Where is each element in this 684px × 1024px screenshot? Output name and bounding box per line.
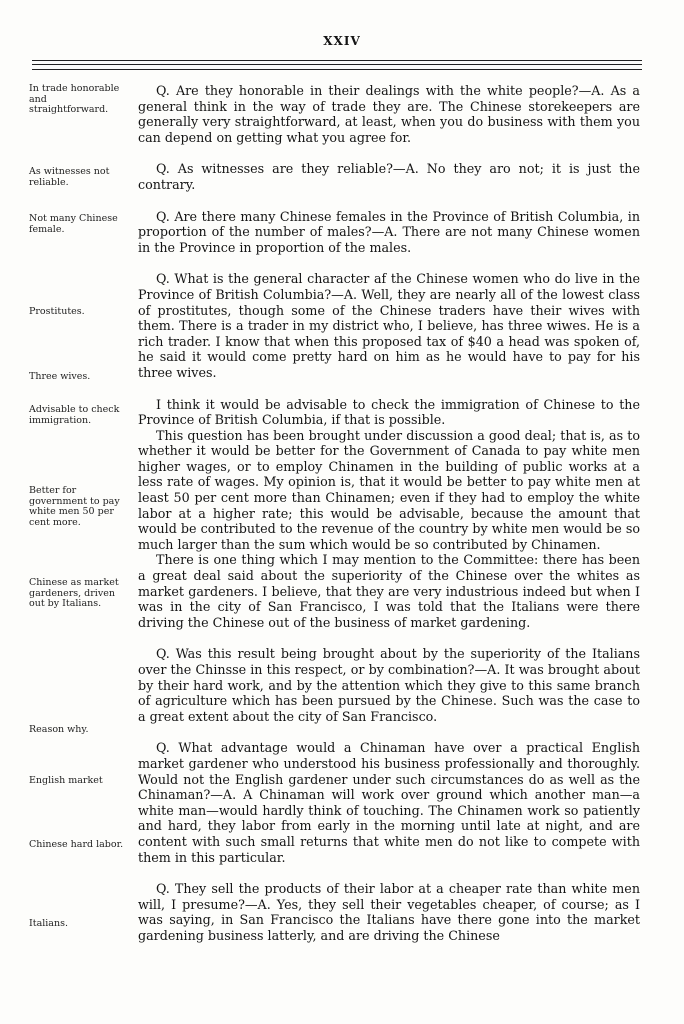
paragraph-market-gardeners: There is one thing which I may mention to the Committee: there has been a great deal said about the superiority of the Chinese over the whites as market gardeners. I believe, that they are very industrious indeed but when I was in the city of San Francisco, I was told that the Italians were there driving the Chinese out of the business of market gardening. [138,552,640,630]
paragraph-witnesses: Q. As witnesses are they reliable?—A. No they aro not; it is just the contrary. [138,161,640,192]
paragraph-honorable-dealings: Q. Are they honorable in their dealings with the white people?—A. As a general think in the way of trade they are. The Chinese storekeepers are generally very straightforward, at least, when you do business with them you can depend on getting what you agree for. [138,83,640,145]
paragraph-advantage-chinaman: Q. What advantage would a Chinaman have over a practical English market gardener who understood his business professionally and thoroughly. Would not the English gardener under such circumstances do as well as the Chinaman?—A. A Chinaman will work over ground which another man—a white man—would hardly think of touching. The Chinamen work so patiently and hard, they labor from early in the morning until late at night, and are content with such small returns that white men do not like to compete with them in this particular. [138,740,640,865]
header-rule-middle [32,64,642,65]
header-rule-top [32,60,642,61]
margin-note-government-pay: Better for government to pay white men 50 per cent more. [29,485,120,528]
margin-note-trade: In trade honorable and straightforward. [29,83,120,115]
paragraph-females: Q. Are there many Chinese females in the Province of British Columbia, in proportion of the number of males?—A. There are not many Chinese women in the Province in proportion of the males. [138,208,640,255]
margin-note-three-wives: Three wives. [29,371,91,382]
header-rule-bottom [32,69,642,70]
paragraph-check-immigration: I think it would be advisable to check the immigration of Chinese to the Province of British Columbia, if that is possible. [138,396,640,428]
margin-note-italians: Italians. [29,918,68,929]
margin-note-females: Not many Chinese female. [29,213,118,235]
margin-note-market-gardeners: Chinese as market gardeners, driven out by Italians. [29,577,119,609]
margin-note-witnesses: As witnesses not reliable. [29,166,110,188]
paragraph-wages-question: This question has been brought under discussion a good deal; that is, as to whether it would be better for the Government of Canada to pay white men higher wages, or to employ Chinamen in the building of public works at a less rate of wages. My opinion is, that it would be better to pay white men at least 50 per cent more than Chinamen; even if they had to employ the white labor at a higher rate; this would be advisable, because the amount that would be contributed to the revenue of the country by white men would be so much larger than the sum which would be so contributed by Chinamen. [138,427,640,552]
paragraph-cheaper-rate: Q. They sell the products of their labor at a cheaper rate than white men will, I presume?—A. Yes, they sell their vegetables cheaper, of course; as I was saying, in San Francisco the Italians have there gone into the market gardening business latterly, and are driving the Chinese [138,881,640,943]
margin-note-prostitutes: Prostitutes. [29,306,85,317]
paragraph-italians-superiority: Q. Was this result being brought about by the superiority of the Italians over the Chinsse in this respect, or by combination?—A. It was brought about by their hard work, and by the attention which they give to this same branch of agriculture which has been pursued by the Chinese. Such was the case to a great extent about the city of San Francisco. [138,646,640,724]
paragraph-character-women: Q. What is the general character af the Chinese women who do live in the Province of British Columbia?—A. Well, they are nearly all of the lowest class of prostitutes, though some of the Chinese traders have their wives with them. There is a trader in my district who, I believe, has three wiwes. He is a rich trader. I know that when this proposed tax of $40 a head was spoken of, he said it would come pretty hard on him as he would have to pay for his three wives. [138,271,640,380]
margin-note-immigration: Advisable to check immigration. [29,404,120,426]
margin-note-reason-why: Reason why. [29,724,89,735]
margin-note-chinese-labor: Chinese hard labor. [29,839,124,850]
margin-note-english-market: English market [29,775,103,786]
body-text [138,83,640,944]
page-number: XXIV [323,34,361,48]
